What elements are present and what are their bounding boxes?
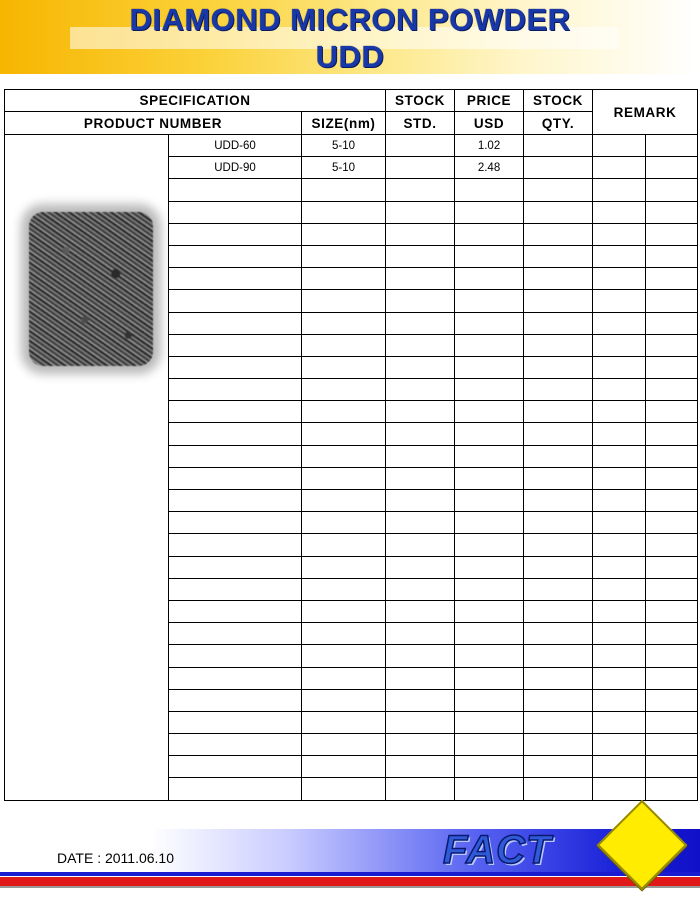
cell-size xyxy=(302,467,386,489)
cell-price-usd xyxy=(455,179,524,201)
diamond-powder-photo xyxy=(29,212,153,366)
cell-price-usd xyxy=(455,734,524,756)
header-remark: REMARK xyxy=(593,90,698,135)
cell-remark-a xyxy=(593,312,646,334)
cell-product-number xyxy=(169,578,302,600)
cell-stock-std xyxy=(386,467,455,489)
cell-size xyxy=(302,245,386,267)
cell-remark-a xyxy=(593,423,646,445)
cell-stock-std xyxy=(386,734,455,756)
cell-remark-b xyxy=(646,135,698,157)
cell-size xyxy=(302,689,386,711)
cell-remark-a xyxy=(593,711,646,733)
cell-remark-b xyxy=(646,201,698,223)
cell-size xyxy=(302,401,386,423)
cell-remark-a xyxy=(593,268,646,290)
cell-product-number xyxy=(169,556,302,578)
cell-stock-std xyxy=(386,179,455,201)
cell-stock-std xyxy=(386,667,455,689)
cell-stock-qty xyxy=(524,667,593,689)
cell-remark-a xyxy=(593,245,646,267)
cell-remark-b xyxy=(646,157,698,179)
cell-stock-qty xyxy=(524,689,593,711)
cell-price-usd xyxy=(455,490,524,512)
cell-remark-a xyxy=(593,490,646,512)
cell-remark-a xyxy=(593,334,646,356)
cell-size xyxy=(302,201,386,223)
cell-size xyxy=(302,645,386,667)
cell-size xyxy=(302,268,386,290)
cell-remark-b xyxy=(646,490,698,512)
cell-stock-qty xyxy=(524,157,593,179)
header-price-usd: USD xyxy=(455,112,524,135)
cell-remark-a xyxy=(593,534,646,556)
cell-stock-qty xyxy=(524,467,593,489)
cell-stock-std xyxy=(386,490,455,512)
cell-price-usd xyxy=(455,401,524,423)
header-specification: SPECIFICATION xyxy=(5,90,386,112)
cell-remark-b xyxy=(646,689,698,711)
cell-stock-std xyxy=(386,512,455,534)
footer-gray-rule xyxy=(0,886,700,888)
cell-price-usd: 1.02 xyxy=(455,135,524,157)
cell-remark-b xyxy=(646,467,698,489)
cell-stock-std xyxy=(386,645,455,667)
cell-remark-a xyxy=(593,379,646,401)
cell-price-usd xyxy=(455,512,524,534)
cell-stock-std xyxy=(386,356,455,378)
cell-stock-qty xyxy=(524,645,593,667)
header-stock-std-top: STOCK xyxy=(386,90,455,112)
cell-size xyxy=(302,667,386,689)
cell-stock-qty xyxy=(524,423,593,445)
cell-product-number xyxy=(169,245,302,267)
header-size: SIZE(nm) xyxy=(302,112,386,135)
cell-remark-b xyxy=(646,645,698,667)
cell-product-number xyxy=(169,689,302,711)
cell-remark-a xyxy=(593,689,646,711)
cell-size xyxy=(302,334,386,356)
cell-price-usd: 2.48 xyxy=(455,157,524,179)
cell-remark-a xyxy=(593,600,646,622)
product-photo-cell xyxy=(5,135,169,801)
cell-remark-a xyxy=(593,778,646,801)
cell-remark-a xyxy=(593,756,646,778)
cell-price-usd xyxy=(455,556,524,578)
cell-size: 5-10 xyxy=(302,135,386,157)
cell-remark-a xyxy=(593,157,646,179)
cell-stock-qty xyxy=(524,245,593,267)
cell-price-usd xyxy=(455,290,524,312)
cell-price-usd xyxy=(455,534,524,556)
cell-remark-a xyxy=(593,445,646,467)
cell-price-usd xyxy=(455,268,524,290)
cell-size xyxy=(302,534,386,556)
cell-size xyxy=(302,556,386,578)
cell-size xyxy=(302,756,386,778)
cell-stock-qty xyxy=(524,290,593,312)
cell-stock-std xyxy=(386,534,455,556)
cell-remark-b xyxy=(646,223,698,245)
cell-remark-b xyxy=(646,334,698,356)
cell-stock-qty xyxy=(524,734,593,756)
cell-product-number xyxy=(169,778,302,801)
cell-product-number xyxy=(169,467,302,489)
cell-stock-std xyxy=(386,290,455,312)
cell-product-number xyxy=(169,734,302,756)
cell-remark-a xyxy=(593,356,646,378)
cell-stock-qty xyxy=(524,711,593,733)
cell-product-number: UDD-60 xyxy=(169,135,302,157)
cell-remark-a xyxy=(593,223,646,245)
fact-logo: FACT xyxy=(443,828,552,872)
cell-stock-qty xyxy=(524,623,593,645)
cell-product-number xyxy=(169,645,302,667)
cell-size xyxy=(302,512,386,534)
cell-size xyxy=(302,356,386,378)
cell-remark-a xyxy=(593,578,646,600)
cell-product-number xyxy=(169,711,302,733)
cell-price-usd xyxy=(455,778,524,801)
cell-price-usd xyxy=(455,600,524,622)
header-product-number: PRODUCT NUMBER xyxy=(5,112,302,135)
cell-product-number xyxy=(169,201,302,223)
cell-stock-std xyxy=(386,623,455,645)
cell-stock-qty xyxy=(524,600,593,622)
cell-remark-a xyxy=(593,290,646,312)
cell-price-usd xyxy=(455,467,524,489)
cell-size xyxy=(302,578,386,600)
page-title-line1: DIAMOND MICRON POWDER xyxy=(129,2,571,37)
cell-stock-std xyxy=(386,312,455,334)
cell-remark-b xyxy=(646,290,698,312)
cell-remark-a xyxy=(593,512,646,534)
cell-stock-qty xyxy=(524,268,593,290)
cell-product-number xyxy=(169,179,302,201)
cell-stock-std xyxy=(386,379,455,401)
cell-remark-b xyxy=(646,600,698,622)
cell-size: 5-10 xyxy=(302,157,386,179)
page-title-line2: UDD xyxy=(315,39,385,74)
cell-remark-a xyxy=(593,135,646,157)
cell-size xyxy=(302,379,386,401)
cell-product-number xyxy=(169,490,302,512)
footer-red-rule xyxy=(0,877,700,886)
cell-size xyxy=(302,734,386,756)
cell-remark-b xyxy=(646,512,698,534)
cell-product-number: UDD-90 xyxy=(169,157,302,179)
cell-product-number xyxy=(169,290,302,312)
cell-product-number xyxy=(169,667,302,689)
cell-remark-a xyxy=(593,401,646,423)
cell-product-number xyxy=(169,423,302,445)
cell-price-usd xyxy=(455,379,524,401)
cell-stock-std xyxy=(386,223,455,245)
cell-remark-b xyxy=(646,179,698,201)
cell-stock-std xyxy=(386,423,455,445)
cell-price-usd xyxy=(455,667,524,689)
cell-remark-a xyxy=(593,645,646,667)
cell-product-number xyxy=(169,401,302,423)
table-row xyxy=(5,135,698,157)
document-date: DATE : 2011.06.10 xyxy=(57,850,174,866)
cell-price-usd xyxy=(455,445,524,467)
cell-size xyxy=(302,600,386,622)
cell-remark-a xyxy=(593,667,646,689)
cell-remark-b xyxy=(646,401,698,423)
cell-stock-qty xyxy=(524,578,593,600)
cell-stock-qty xyxy=(524,223,593,245)
cell-product-number xyxy=(169,334,302,356)
cell-stock-qty xyxy=(524,401,593,423)
cell-remark-a xyxy=(593,623,646,645)
cell-stock-std xyxy=(386,334,455,356)
cell-product-number xyxy=(169,356,302,378)
cell-remark-b xyxy=(646,734,698,756)
cell-product-number xyxy=(169,512,302,534)
cell-stock-qty xyxy=(524,534,593,556)
cell-remark-a xyxy=(593,201,646,223)
cell-remark-b xyxy=(646,623,698,645)
cell-stock-std xyxy=(386,401,455,423)
cell-size xyxy=(302,445,386,467)
header-stock-qty-top: STOCK xyxy=(524,90,593,112)
cell-remark-a xyxy=(593,556,646,578)
cell-stock-qty xyxy=(524,379,593,401)
cell-price-usd xyxy=(455,245,524,267)
cell-remark-b xyxy=(646,778,698,801)
cell-stock-qty xyxy=(524,312,593,334)
cell-stock-std xyxy=(386,756,455,778)
cell-stock-qty xyxy=(524,512,593,534)
cell-stock-qty xyxy=(524,778,593,801)
cell-stock-qty xyxy=(524,445,593,467)
cell-stock-qty xyxy=(524,556,593,578)
cell-stock-std xyxy=(386,268,455,290)
cell-stock-std xyxy=(386,578,455,600)
cell-stock-qty xyxy=(524,201,593,223)
cell-remark-b xyxy=(646,356,698,378)
cell-stock-std xyxy=(386,600,455,622)
cell-price-usd xyxy=(455,645,524,667)
cell-price-usd xyxy=(455,223,524,245)
cell-stock-qty xyxy=(524,334,593,356)
header-stock-qty: QTY. xyxy=(524,112,593,135)
cell-stock-std xyxy=(386,778,455,801)
cell-remark-b xyxy=(646,423,698,445)
cell-stock-qty xyxy=(524,490,593,512)
cell-remark-b xyxy=(646,379,698,401)
cell-stock-qty xyxy=(524,179,593,201)
cell-price-usd xyxy=(455,756,524,778)
cell-size xyxy=(302,290,386,312)
cell-remark-a xyxy=(593,467,646,489)
cell-size xyxy=(302,179,386,201)
cell-price-usd xyxy=(455,623,524,645)
cell-price-usd xyxy=(455,201,524,223)
cell-size xyxy=(302,223,386,245)
cell-remark-b xyxy=(646,556,698,578)
footer-blue-rule xyxy=(0,872,700,876)
cell-remark-a xyxy=(593,179,646,201)
cell-remark-b xyxy=(646,245,698,267)
cell-product-number xyxy=(169,600,302,622)
cell-remark-b xyxy=(646,667,698,689)
cell-price-usd xyxy=(455,578,524,600)
specification-table xyxy=(4,89,698,801)
cell-product-number xyxy=(169,445,302,467)
cell-product-number xyxy=(169,379,302,401)
cell-remark-b xyxy=(646,312,698,334)
cell-remark-b xyxy=(646,756,698,778)
cell-size xyxy=(302,490,386,512)
cell-price-usd xyxy=(455,334,524,356)
cell-stock-std xyxy=(386,556,455,578)
cell-product-number xyxy=(169,534,302,556)
header-stock-std: STD. xyxy=(386,112,455,135)
cell-stock-qty xyxy=(524,356,593,378)
cell-stock-std xyxy=(386,245,455,267)
cell-price-usd xyxy=(455,711,524,733)
cell-price-usd xyxy=(455,689,524,711)
cell-product-number xyxy=(169,312,302,334)
cell-product-number xyxy=(169,268,302,290)
header-price-top: PRICE xyxy=(455,90,524,112)
cell-remark-b xyxy=(646,445,698,467)
cell-size xyxy=(302,778,386,801)
cell-product-number xyxy=(169,223,302,245)
cell-product-number xyxy=(169,756,302,778)
cell-size xyxy=(302,711,386,733)
cell-price-usd xyxy=(455,356,524,378)
cell-remark-b xyxy=(646,268,698,290)
cell-size xyxy=(302,423,386,445)
cell-stock-std xyxy=(386,157,455,179)
cell-size xyxy=(302,623,386,645)
cell-size xyxy=(302,312,386,334)
cell-stock-std xyxy=(386,135,455,157)
cell-remark-b xyxy=(646,534,698,556)
cell-stock-std xyxy=(386,689,455,711)
cell-stock-std xyxy=(386,201,455,223)
cell-stock-std xyxy=(386,711,455,733)
cell-stock-std xyxy=(386,445,455,467)
cell-product-number xyxy=(169,623,302,645)
cell-stock-qty xyxy=(524,756,593,778)
cell-remark-a xyxy=(593,734,646,756)
product-photo-frame xyxy=(5,135,168,800)
cell-remark-b xyxy=(646,578,698,600)
cell-price-usd xyxy=(455,312,524,334)
cell-stock-qty xyxy=(524,135,593,157)
cell-price-usd xyxy=(455,423,524,445)
cell-remark-b xyxy=(646,711,698,733)
